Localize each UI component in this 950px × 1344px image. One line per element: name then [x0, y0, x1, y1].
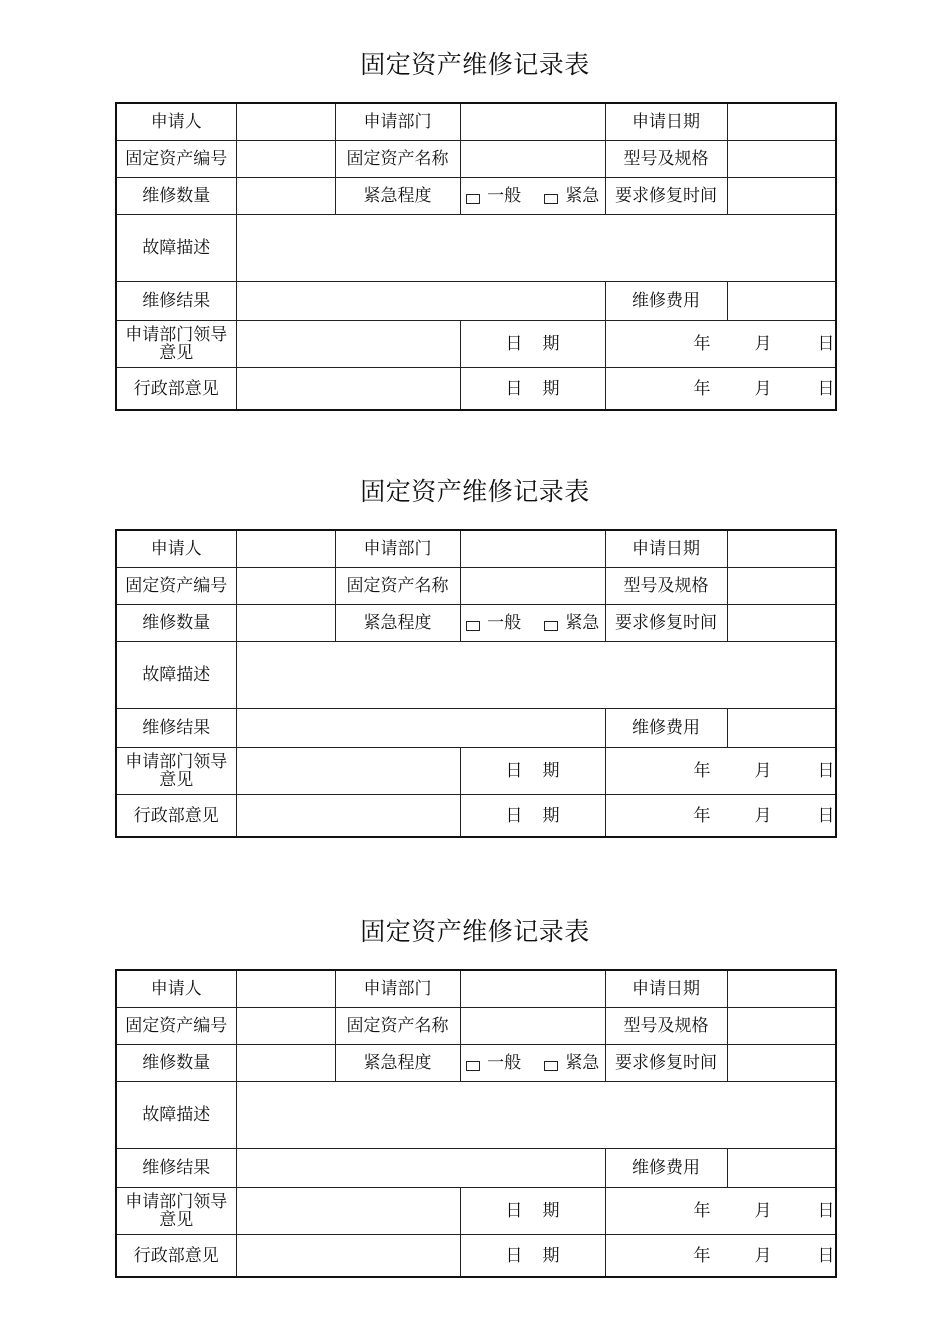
asset-name-label: 固定资产名称 — [335, 1008, 460, 1045]
fault-field[interactable] — [236, 1082, 836, 1149]
qty-label: 维修数量 — [116, 1045, 236, 1082]
admin-opinion-label: 行政部意见 — [116, 1235, 236, 1278]
model-label: 型号及规格 — [605, 141, 727, 178]
admin-date-field[interactable]: 年 月 日 — [605, 368, 836, 411]
urgent-option-label: 紧急 — [565, 1053, 600, 1073]
required-time-field[interactable] — [727, 605, 836, 642]
admin-date-label: 日 期 — [460, 795, 605, 838]
applicant-field[interactable] — [236, 970, 335, 1008]
result-label: 维修结果 — [116, 709, 236, 748]
urgency-options — [460, 605, 605, 642]
urgent-checkbox[interactable] — [544, 621, 558, 631]
admin-date-label: 日 期 — [460, 368, 605, 411]
apply-date-field[interactable] — [727, 103, 836, 141]
form-title-1: 固定资产维修记录表 — [360, 50, 590, 79]
urgency-label: 紧急程度 — [335, 178, 460, 215]
qty-field[interactable] — [236, 605, 335, 642]
urgent-checkbox[interactable] — [544, 194, 558, 204]
admin-opinion-label: 行政部意见 — [116, 368, 236, 411]
normal-option-label: 一般 — [487, 613, 522, 633]
cost-field[interactable] — [727, 1149, 836, 1188]
apply-date-label: 申请日期 — [605, 103, 727, 141]
model-field[interactable] — [727, 1008, 836, 1045]
model-field[interactable] — [727, 141, 836, 178]
required-time-label: 要求修复时间 — [605, 178, 727, 215]
applicant-field[interactable] — [236, 530, 335, 568]
model-label: 型号及规格 — [605, 568, 727, 605]
repair-form-1 — [115, 102, 837, 411]
asset-no-field[interactable] — [236, 141, 335, 178]
urgent-option-label: 紧急 — [565, 613, 600, 633]
form-title-3: 固定资产维修记录表 — [360, 917, 590, 946]
cost-field[interactable] — [727, 282, 836, 321]
normal-option-label: 一般 — [487, 186, 522, 206]
leader-opinion-label: 申请部门领导意见 — [116, 748, 236, 795]
dept-label: 申请部门 — [335, 530, 460, 568]
asset-name-label: 固定资产名称 — [335, 568, 460, 605]
qty-field[interactable] — [236, 1045, 335, 1082]
cost-field[interactable] — [727, 709, 836, 748]
leader-date-field[interactable]: 年 月 日 — [605, 1188, 836, 1235]
leader-date-label: 日 期 — [460, 321, 605, 368]
asset-no-label: 固定资产编号 — [116, 141, 236, 178]
leader-date-field[interactable]: 年 月 日 — [605, 321, 836, 368]
model-field[interactable] — [727, 568, 836, 605]
qty-label: 维修数量 — [116, 178, 236, 215]
leader-opinion-label: 申请部门领导意见 — [116, 321, 236, 368]
cost-label: 维修费用 — [605, 282, 727, 321]
apply-date-field[interactable] — [727, 970, 836, 1008]
urgency-options — [460, 1045, 605, 1082]
asset-no-label: 固定资产编号 — [116, 1008, 236, 1045]
admin-opinion-field[interactable] — [236, 795, 460, 838]
result-field[interactable] — [236, 709, 605, 748]
leader-opinion-field[interactable] — [236, 321, 460, 368]
repair-form-3 — [115, 969, 837, 1278]
urgency-label: 紧急程度 — [335, 1045, 460, 1082]
urgent-option-label: 紧急 — [565, 186, 600, 206]
urgency-options — [460, 178, 605, 215]
applicant-label: 申请人 — [116, 970, 236, 1008]
leader-opinion-field[interactable] — [236, 1188, 460, 1235]
result-field[interactable] — [236, 1149, 605, 1188]
dept-label: 申请部门 — [335, 103, 460, 141]
asset-name-field[interactable] — [460, 141, 605, 178]
admin-opinion-label: 行政部意见 — [116, 795, 236, 838]
normal-checkbox[interactable] — [466, 1061, 480, 1071]
leader-date-field[interactable]: 年 月 日 — [605, 748, 836, 795]
result-field[interactable] — [236, 282, 605, 321]
dept-field[interactable] — [460, 970, 605, 1008]
result-label: 维修结果 — [116, 282, 236, 321]
fault-field[interactable] — [236, 642, 836, 709]
normal-checkbox[interactable] — [466, 194, 480, 204]
apply-date-label: 申请日期 — [605, 970, 727, 1008]
repair-form-2 — [115, 529, 837, 838]
cost-label: 维修费用 — [605, 1149, 727, 1188]
admin-date-label: 日 期 — [460, 1235, 605, 1278]
apply-date-field[interactable] — [727, 530, 836, 568]
applicant-label: 申请人 — [116, 530, 236, 568]
urgency-label: 紧急程度 — [335, 605, 460, 642]
admin-date-field[interactable]: 年 月 日 — [605, 1235, 836, 1278]
dept-field[interactable] — [460, 530, 605, 568]
applicant-field[interactable] — [236, 103, 335, 141]
normal-checkbox[interactable] — [466, 621, 480, 631]
fault-label: 故障描述 — [116, 642, 236, 709]
asset-name-label: 固定资产名称 — [335, 141, 460, 178]
form-title-2: 固定资产维修记录表 — [360, 477, 590, 506]
dept-field[interactable] — [460, 103, 605, 141]
applicant-label: 申请人 — [116, 103, 236, 141]
leader-opinion-label: 申请部门领导意见 — [116, 1188, 236, 1235]
leader-opinion-field[interactable] — [236, 748, 460, 795]
required-time-field[interactable] — [727, 1045, 836, 1082]
required-time-field[interactable] — [727, 178, 836, 215]
fault-label: 故障描述 — [116, 1082, 236, 1149]
apply-date-label: 申请日期 — [605, 530, 727, 568]
fault-field[interactable] — [236, 215, 836, 282]
asset-no-field[interactable] — [236, 568, 335, 605]
result-label: 维修结果 — [116, 1149, 236, 1188]
asset-no-field[interactable] — [236, 1008, 335, 1045]
admin-opinion-field[interactable] — [236, 1235, 460, 1278]
leader-date-label: 日 期 — [460, 748, 605, 795]
fault-label: 故障描述 — [116, 215, 236, 282]
leader-date-label: 日 期 — [460, 1188, 605, 1235]
qty-label: 维修数量 — [116, 605, 236, 642]
urgent-checkbox[interactable] — [544, 1061, 558, 1071]
dept-label: 申请部门 — [335, 970, 460, 1008]
admin-date-field[interactable]: 年 月 日 — [605, 795, 836, 838]
cost-label: 维修费用 — [605, 709, 727, 748]
asset-name-field[interactable] — [460, 1008, 605, 1045]
asset-no-label: 固定资产编号 — [116, 568, 236, 605]
qty-field[interactable] — [236, 178, 335, 215]
required-time-label: 要求修复时间 — [605, 1045, 727, 1082]
required-time-label: 要求修复时间 — [605, 605, 727, 642]
normal-option-label: 一般 — [487, 1053, 522, 1073]
admin-opinion-field[interactable] — [236, 368, 460, 411]
model-label: 型号及规格 — [605, 1008, 727, 1045]
asset-name-field[interactable] — [460, 568, 605, 605]
